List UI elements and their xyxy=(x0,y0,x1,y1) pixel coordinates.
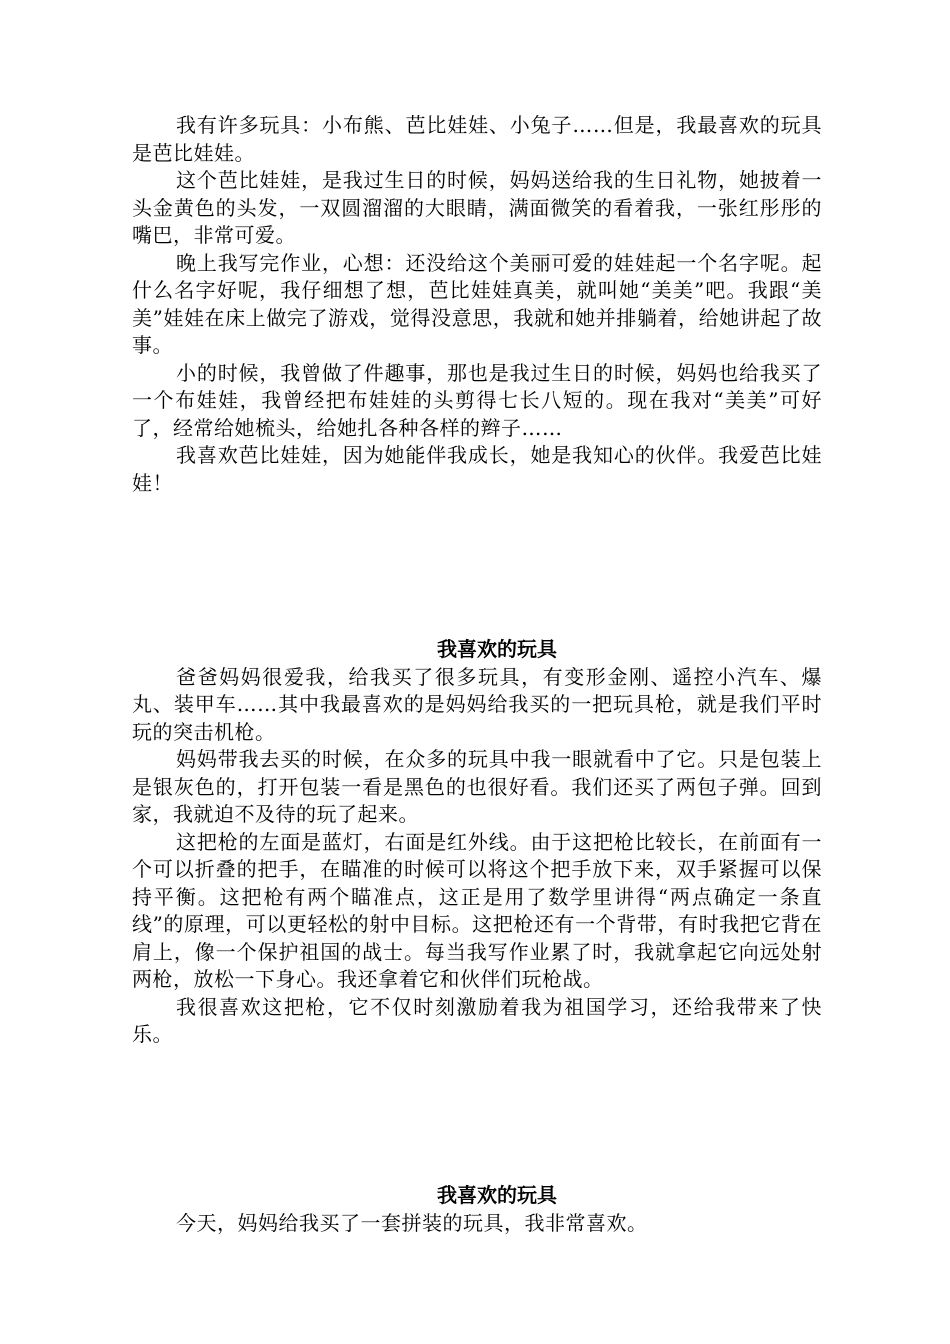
essay-2-paragraph-3: 这把枪的左面是蓝灯，右面是红外线。由于这把枪比较长，在前面有一个可以折叠的把手，在瞄准的时候可以将这个把手放下来，双手紧握可以保持平衡。这把枪有两个瞄准点，这正是用了数学里讲得“两点确定一条直线”的原理，可以更轻松的射中目标。这把枪还有一个背带，有时我把它背在肩上，像一个保护祖国的战士。每当我写作业累了时，我就拿起它向远处射两枪，放松一下身心。我还拿着它和伙伴们玩枪战。 xyxy=(132,829,822,991)
essay-2-title: 我喜欢的玩具 xyxy=(437,637,557,661)
essay-1 xyxy=(132,112,822,497)
essay-3-paragraph-1: 今天，妈妈给我买了一套拼装的玩具，我非常喜欢。 xyxy=(176,1210,648,1235)
essay-2-paragraph-4: 我很喜欢这把枪，它不仅时刻激励着我为祖国学习，还给我带来了快乐。 xyxy=(132,994,822,1046)
essay-1-paragraph-1: 我有许多玩具：小布熊、芭比娃娃、小兔子……但是，我最喜欢的玩具是芭比娃娃。 xyxy=(132,113,822,165)
essay-2-paragraph-2: 妈妈带我去买的时候，在众多的玩具中我一眼就看中了它。只是包装上是银灰色的，打开包装一看是黑色的也很好看。我们还买了两包子弹。回到家，我就迫不及待的玩了起来。 xyxy=(132,747,822,826)
essay-2-paragraph-1: 爸爸妈妈很爱我，给我买了很多玩具，有变形金刚、遥控小汽车、爆丸、装甲车……其中我最喜欢的是妈妈给我买的一把玩具枪，就是我们平时玩的突击机枪。 xyxy=(132,664,822,744)
essay-1-paragraph-4: 小的时候，我曾做了件趣事，那也是我过生日的时候，妈妈也给我买了一个布娃娃，我曾经把布娃娃的头剪得七长八短的。现在我对“美美”可好了，经常给她梳头，给她扎各种各样的辫子…… xyxy=(132,360,822,440)
essay-2 xyxy=(132,636,822,1049)
essay-1-paragraph-3: 晚上我写完作业，心想：还没给这个美丽可爱的娃娃起一个名字呢。起什么名字好呢，我仔细想了想，芭比娃娃真美，就叫她“美美”吧。我跟“美美”娃娃在床上做完了游戏，觉得没意思，我就和她并排躺着，给她讲起了故事。 xyxy=(132,250,822,357)
essay-1-paragraph-2: 这个芭比娃娃，是我过生日的时候，妈妈送给我的生日礼物，她披着一头金黄色的头发，一双圆溜溜的大眼睛，满面微笑的看着我，一张红彤彤的嘴巴，非常可爱。 xyxy=(132,168,822,247)
essay-3-title: 我喜欢的玩具 xyxy=(437,1183,557,1207)
essay-1-paragraph-5: 我喜欢芭比娃娃，因为她能伴我成长，她是我知心的伙伴。我爱芭比娃娃！ xyxy=(132,443,822,495)
essay-3 xyxy=(132,1182,822,1237)
